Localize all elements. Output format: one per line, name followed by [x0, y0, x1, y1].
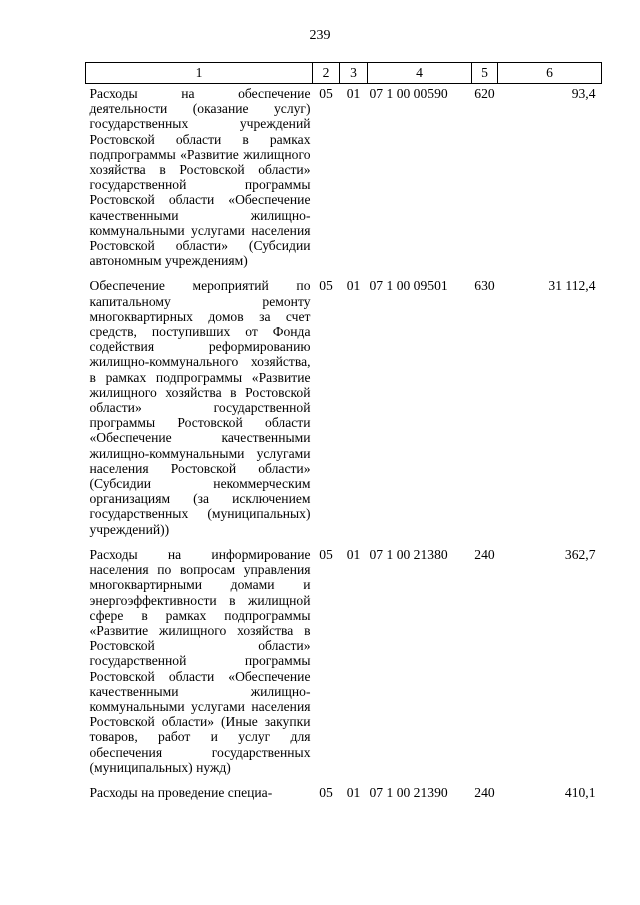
row-section-code: 05: [319, 784, 333, 800]
row-description: Обеспечение мероприятий по капитальному ремонту многоквартирных домов за счет средств, поступивших от Фонда содействия реформированию жилищно-коммунального хозяйства, в рамках подпрограммы «Развитие жилищного хозяйства в Ростовской области» государственной программы Ростовской области «Обеспечение качественными жилищно-коммунальными услугами населения Ростовской области» (Субсидии некоммерческим организациям (за исключением государственных (муниципальных) учреждений)): [89, 278, 311, 537]
row-amount: 93,4: [571, 86, 596, 101]
row-expense-type-code: 620: [474, 86, 495, 101]
table-row: [86, 545, 602, 783]
row-description: Расходы на информирование населения по вопросам управления многоквартирными домами и энергоэффективности в жилищной сфере в рамках подпрограммы «Развитие жилищного хозяйства в Ростовской области» государственной программы Ростовской области «Обеспечение качественными жилищно-коммунальными услугами населения Ростовской области» (Иные закупки товаров, работ и услуг для обеспечения государственных (муниципальных) нужд): [89, 546, 311, 775]
row-amount: 410,1: [564, 784, 596, 800]
table-row: [86, 783, 602, 808]
row-target-code: 07 1 00 21380: [369, 546, 448, 562]
row-subsection-code: 01: [346, 86, 361, 101]
column-header: 5: [472, 63, 498, 84]
row-target-code: 07 1 00 09501: [369, 278, 448, 294]
table-header-row: [86, 63, 602, 84]
row-expense-type-code: 240: [474, 546, 495, 562]
row-target-code: 07 1 00 00590: [369, 86, 448, 101]
row-section-code: 05: [319, 278, 333, 294]
table-row: [86, 276, 602, 544]
column-header: 6: [498, 63, 602, 84]
page-number: 239: [309, 28, 331, 43]
row-amount: 31 112,4: [548, 278, 596, 294]
column-header: 3: [340, 63, 368, 84]
row-subsection-code: 01: [346, 784, 361, 800]
row-description: Расходы на проведение специа-: [89, 784, 273, 800]
column-header: 1: [86, 63, 313, 84]
row-section-code: 05: [319, 86, 333, 101]
column-header: 4: [368, 63, 472, 84]
row-expense-type-code: 630: [474, 278, 495, 294]
row-target-code: 07 1 00 21390: [369, 784, 448, 800]
row-amount: 362,7: [564, 546, 596, 562]
column-header: 2: [313, 63, 340, 84]
row-description: Расходы на обеспечение деятельности (оказание услуг) государственных учреждений Ростовской области в рамках подпрограммы «Развитие жилищного хозяйства в Ростовской области» государственной программы Ростовской области «Обеспечение качественными жилищно-коммунальными услугами населения Ростовской области» (Субсидии автономным учреждениям): [89, 86, 311, 269]
budget-table: [85, 62, 602, 808]
row-subsection-code: 01: [346, 546, 361, 562]
row-expense-type-code: 240: [474, 784, 495, 800]
row-subsection-code: 01: [346, 278, 361, 294]
table-row: [86, 84, 602, 277]
row-section-code: 05: [319, 546, 333, 562]
